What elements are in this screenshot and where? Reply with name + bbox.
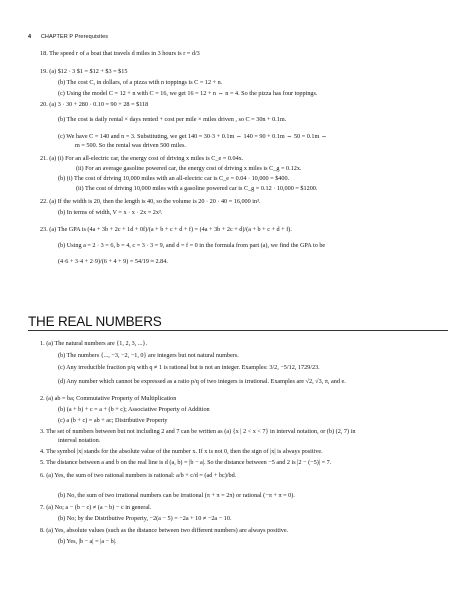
answer-1a: 1. (a) The natural numbers are {1, 2, 3, ...}. <box>40 340 148 347</box>
answer-23a: 23. (a) The GPA is (4a + 3b + 2c + 1d + 0f)/(a + b + c + d + f) = (4a + 3b + 2c + d)/(a + b + c + d + f). <box>40 226 292 233</box>
answer-20b: (b) The cost is daily rental × days rented + cost per mile × miles driven , so C = 30n + 0.1m. <box>58 116 287 123</box>
page-number: 4 <box>28 34 32 40</box>
answer-19b: (b) The cost C, in dollars, of a pizza with n toppings is C = 12 + n. <box>58 79 223 86</box>
answer-8b: (b) Yes, |b − a| = |a − b|. <box>58 538 117 545</box>
answer-2a: 2. (a) ab = ba; Commutative Property of Multiplication <box>40 395 177 402</box>
answer-6b: (b) No, the sum of two irrational numbers can be irrational (π + π = 2π) or rational (−π + π = 0). <box>58 492 295 499</box>
answer-4: 4. The symbol |x| stands for the absolute value of the number x. If x is not 0, then the sign of |x| is always positive. <box>40 448 323 455</box>
answer-21b-i: (b) (i) The cost of driving 10,000 miles with an all-electric car is C_e = 0.04 · 10,000 = $400. <box>58 175 290 182</box>
answer-23b-result: (4·6 + 3·4 + 2·9)/(6 + 4 + 9) = 54/19 ≈ 2.84. <box>58 258 168 265</box>
chapter-title: CHAPTER P Prerequisites <box>40 34 109 40</box>
answer-20c-cont: m = 500. So the rental was driven 500 miles. <box>75 142 186 149</box>
answer-19a: 19. (a) $12 · 3 $1 = $12 + $3 = $15 <box>40 68 128 75</box>
section-title: THE REAL NUMBERS <box>28 314 162 329</box>
page-header <box>28 34 108 40</box>
answer-22b: (b) In terms of width, V = x · x · 2x = 2x³. <box>58 209 163 216</box>
answer-7b: (b) No; by the Distributive Property, −2(a − 5) = −2a + 10 ≠ −2a − 10. <box>58 515 232 522</box>
answer-2c: (c) a (b + c) = ab + ac; Distributive Property <box>58 417 168 424</box>
answer-20a: 20. (a) 3 · 30 + 280 · 0.10 = 90 + 28 = $118 <box>40 101 149 108</box>
answer-1d: (d) Any number which cannot be expressed as a ratio p/q of two integers is irrational. Examples are √2, √3, π, and e. <box>58 378 346 385</box>
section-divider <box>28 330 448 331</box>
answer-5: 5. The distance between a and b on the real line is d (a, b) = |b − a|. So the distance between −5 and 2 is |2 − (−5)| = 7. <box>40 459 332 466</box>
answer-20c: (c) We have C = 140 and n = 3. Substituting, we get 140 = 30·3 + 0.1m ⇔ 140 = 90 + 0.1m ⇔ 50 = 0.1m ⇔ <box>58 133 328 140</box>
answer-3-cont: interval notation. <box>58 437 101 444</box>
answer-8a: 8. (a) Yes, absolute values (such as the distance between two different numbers) are always positive. <box>40 527 289 534</box>
answer-1c: (c) Any irreducible fraction p/q with q ≠ 1 is rational but is not an integer. Examples: 3/2, −5/12, 1729/23. <box>58 364 320 371</box>
answer-6a: 6. (a) Yes, the sum of two rational numbers is rational: a/b + c/d = (ad + bc)/bd. <box>40 472 237 479</box>
answer-19c: (c) Using the model C = 12 + n with C = 16, we get 16 = 12 + n ⇔ n = 4. So the pizza has four toppings. <box>58 90 318 97</box>
answer-22a: 22. (a) If the width is 20, then the length is 40, so the volume is 20 · 20 · 40 = 16,000 in³. <box>40 198 261 205</box>
answer-1b: (b) The numbers {..., −3, −2, −1, 0} are integers but not natural numbers. <box>58 352 239 359</box>
answer-2b: (b) (a + b) + c = a + (b + c); Associative Property of Addition <box>58 406 210 413</box>
answer-18: 18. The speed r of a boat that travels d miles in 3 hours is r = d/3 <box>40 50 200 57</box>
answer-3: 3. The set of numbers between but not including 2 and 7 can be written as (a) {x | 2 < x < 7} in interval notation, or (b) (2, 7) in <box>40 428 356 435</box>
answer-7a: 7. (a) No; a − (b − c) ≠ (a − b) − c in general. <box>40 504 152 511</box>
answer-21a-ii: (ii) For an average gasoline powered car, the energy cost of driving x miles is C_g = 0.12x. <box>76 165 302 172</box>
answer-21b-ii: (ii) The cost of driving 10,000 miles with a gasoline powered car is C_g = 0.12 · 10,000 = $1200. <box>76 185 318 192</box>
answer-23b: (b) Using a = 2 · 3 = 6, b = 4, c = 3 · 3 = 9, and d = f = 0 in the formula from part (a), we find the GPA to be <box>58 242 326 249</box>
answer-21a-i: 21. (a) (i) For an all-electric car, the energy cost of driving x miles is C_e = 0.04x. <box>40 155 244 162</box>
